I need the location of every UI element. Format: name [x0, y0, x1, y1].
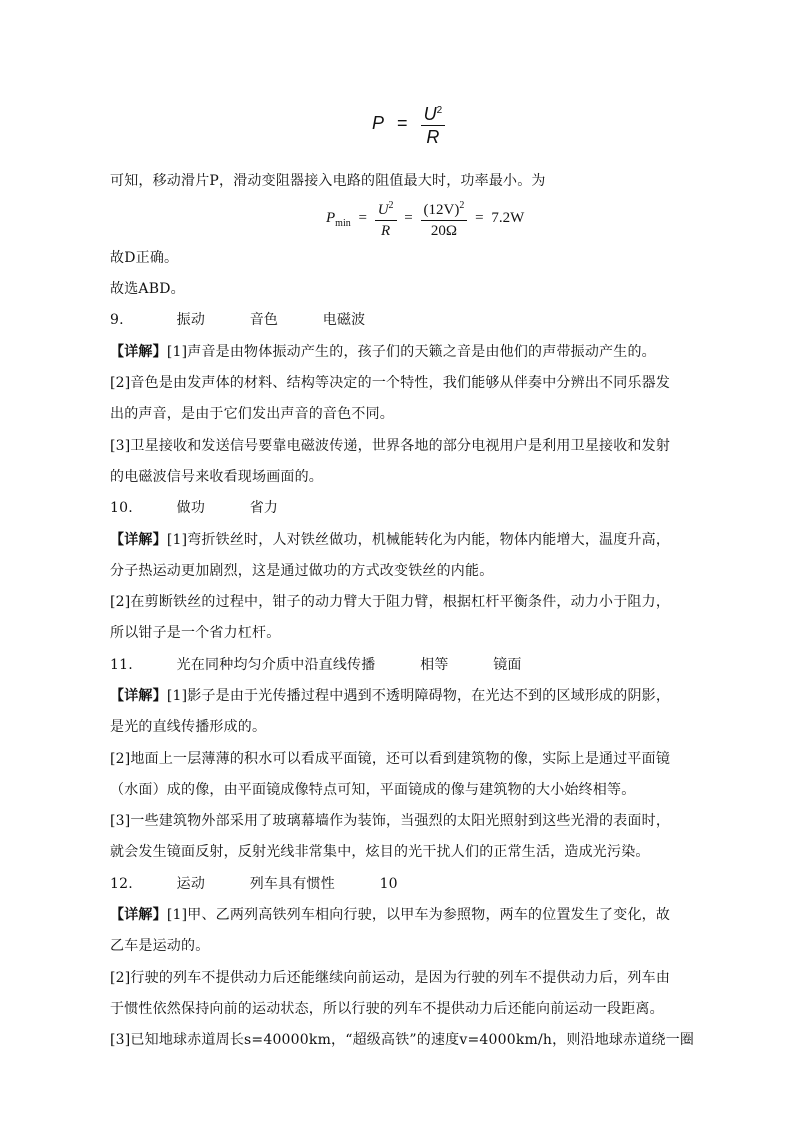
- formula2-voltage: (12V): [423, 202, 460, 218]
- text-line: [3]已知地球赤道周长s=40000km，“超级高铁”的速度v=4000km/h，则沿地球赤道绕一圈: [110, 1032, 695, 1048]
- text-line: [2]行驶的列车不提供动力后还能继续向前运动，是因为行驶的列车不提供动力后，列车由: [110, 970, 671, 986]
- formula-equals: =: [397, 112, 408, 133]
- detail-line: [110, 687, 690, 705]
- text-line: 于惯性依然保持向前的运动状态，所以行驶的列车不提供动力后还能向前运动一段距离。: [110, 1001, 664, 1017]
- answer: 音色: [249, 312, 279, 328]
- formula-fraction: [421, 100, 446, 148]
- text-line: 故D正确。: [110, 250, 179, 266]
- answer: 列车具有惯性: [249, 876, 335, 892]
- formula2-sub: min: [335, 217, 351, 229]
- detail-line: [110, 343, 690, 361]
- answer: 相等: [420, 657, 449, 673]
- text-line: 乙车是运动的。: [110, 938, 210, 954]
- answer: 10: [379, 876, 398, 892]
- formula2-voltage-exp: 2: [459, 200, 465, 211]
- detail-label: 【详解】: [110, 532, 167, 548]
- text-line: 出的声音，是由于它们发出声音的音色不同。: [110, 406, 394, 422]
- formula2-frac2: [421, 196, 468, 241]
- detail-text: [1]声音是由物体振动产生的，孩子们的天籁之音是由他们的声带振动产生的。: [166, 344, 656, 360]
- question-11-answer: [110, 656, 690, 674]
- power-formula: [372, 100, 445, 148]
- text-line: [2]在剪断铁丝的过程中，钳子的动力臂大于阻力臂，根据杠杆平衡条件，动力小于阻力，: [110, 594, 671, 610]
- question-12-answer: [110, 875, 690, 893]
- question-number: 11.: [110, 657, 133, 673]
- formula2-eq3: =: [475, 209, 484, 226]
- text-line: 可知，移动滑片P，滑动变阻器接入电路的阻值最大时，功率最小。为: [110, 173, 546, 189]
- formula-r: R: [426, 127, 440, 147]
- detail-line: [110, 906, 690, 924]
- formula2-p: P: [326, 209, 336, 226]
- question-number: 12.: [110, 876, 133, 892]
- text-line: 的电磁波信号来收看现场画面的。: [110, 469, 323, 485]
- answer: 做功: [176, 500, 206, 516]
- text-line: 是光的直线传播形成的。: [110, 719, 267, 735]
- answer: 镜面: [493, 657, 522, 673]
- formula2-resistance: 20Ω: [430, 223, 457, 239]
- question-number: 9.: [110, 312, 124, 328]
- formula-p: P: [372, 112, 385, 133]
- formula2-r: R: [381, 223, 391, 239]
- formula2-eq2: =: [404, 209, 413, 226]
- text-line: （水面）成的像，由平面镜成像特点可知，平面镜成的像与建筑物的大小始终相等。: [110, 782, 636, 798]
- detail-label: 【详解】: [110, 907, 167, 923]
- detail-text: [1]影子是由于光传播过程中遇到不透明障碍物，在光达不到的区域形成的阴影，: [166, 688, 671, 704]
- formula2-u: U: [377, 202, 389, 218]
- formula-u-exp: 2: [436, 105, 443, 116]
- detail-text: [1]弯折铁丝时，人对铁丝做功，机械能转化为内能，物体内能增大，温度升高，: [166, 532, 671, 548]
- question-9-answer: [110, 311, 690, 329]
- detail-line: [110, 531, 690, 549]
- text-line: 故选ABD。: [110, 281, 185, 297]
- detail-label: 【详解】: [110, 344, 167, 360]
- text-line: [2]音色是由发声体的材料、结构等决定的一个特性，我们能够从伴奏中分辨出不同乐器发: [110, 375, 671, 391]
- text-line: 分子热运动更加剧烈，这是通过做功的方式改变铁丝的内能。: [110, 563, 494, 579]
- text-line: [3]卫星接收和发送信号要靠电磁波传递，世界各地的部分电视用户是利用卫星接收和发射: [110, 438, 671, 454]
- answer: 运动: [176, 876, 206, 892]
- answer: 光在同种均匀介质中沿直线传播: [176, 657, 376, 673]
- formula2-eq1: =: [358, 209, 367, 226]
- answer: 振动: [176, 312, 206, 328]
- question-10-answer: [110, 499, 690, 517]
- formula2-frac1: [375, 196, 397, 241]
- text-line: [3]一些建筑物外部采用了玻璃幕墙作为装饰，当强烈的太阳光照射到这些光滑的表面时，: [110, 813, 671, 829]
- formula-u: U: [423, 104, 437, 124]
- formula2-result: 7.2W: [491, 209, 525, 226]
- text-line: [2]地面上一层薄薄的积水可以看成平面镜，还可以看到建筑物的像，实际上是通过平面镜: [110, 751, 671, 767]
- answer: 省力: [249, 500, 279, 516]
- text-line: 所以钳子是一个省力杠杆。: [110, 625, 281, 641]
- detail-label: 【详解】: [110, 688, 167, 704]
- question-number: 10.: [110, 500, 133, 516]
- text-line: 就会发生镜面反射，反射光线非常集中，炫目的光干扰人们的正常生活，造成光污染。: [110, 844, 650, 860]
- formula2-u-exp: 2: [388, 200, 394, 211]
- min-power-formula: [326, 196, 524, 241]
- detail-text: [1]甲、乙两列高铁列车相向行驶，以甲车为参照物，两车的位置发生了变化，故: [166, 907, 671, 923]
- answer: 电磁波: [322, 312, 366, 328]
